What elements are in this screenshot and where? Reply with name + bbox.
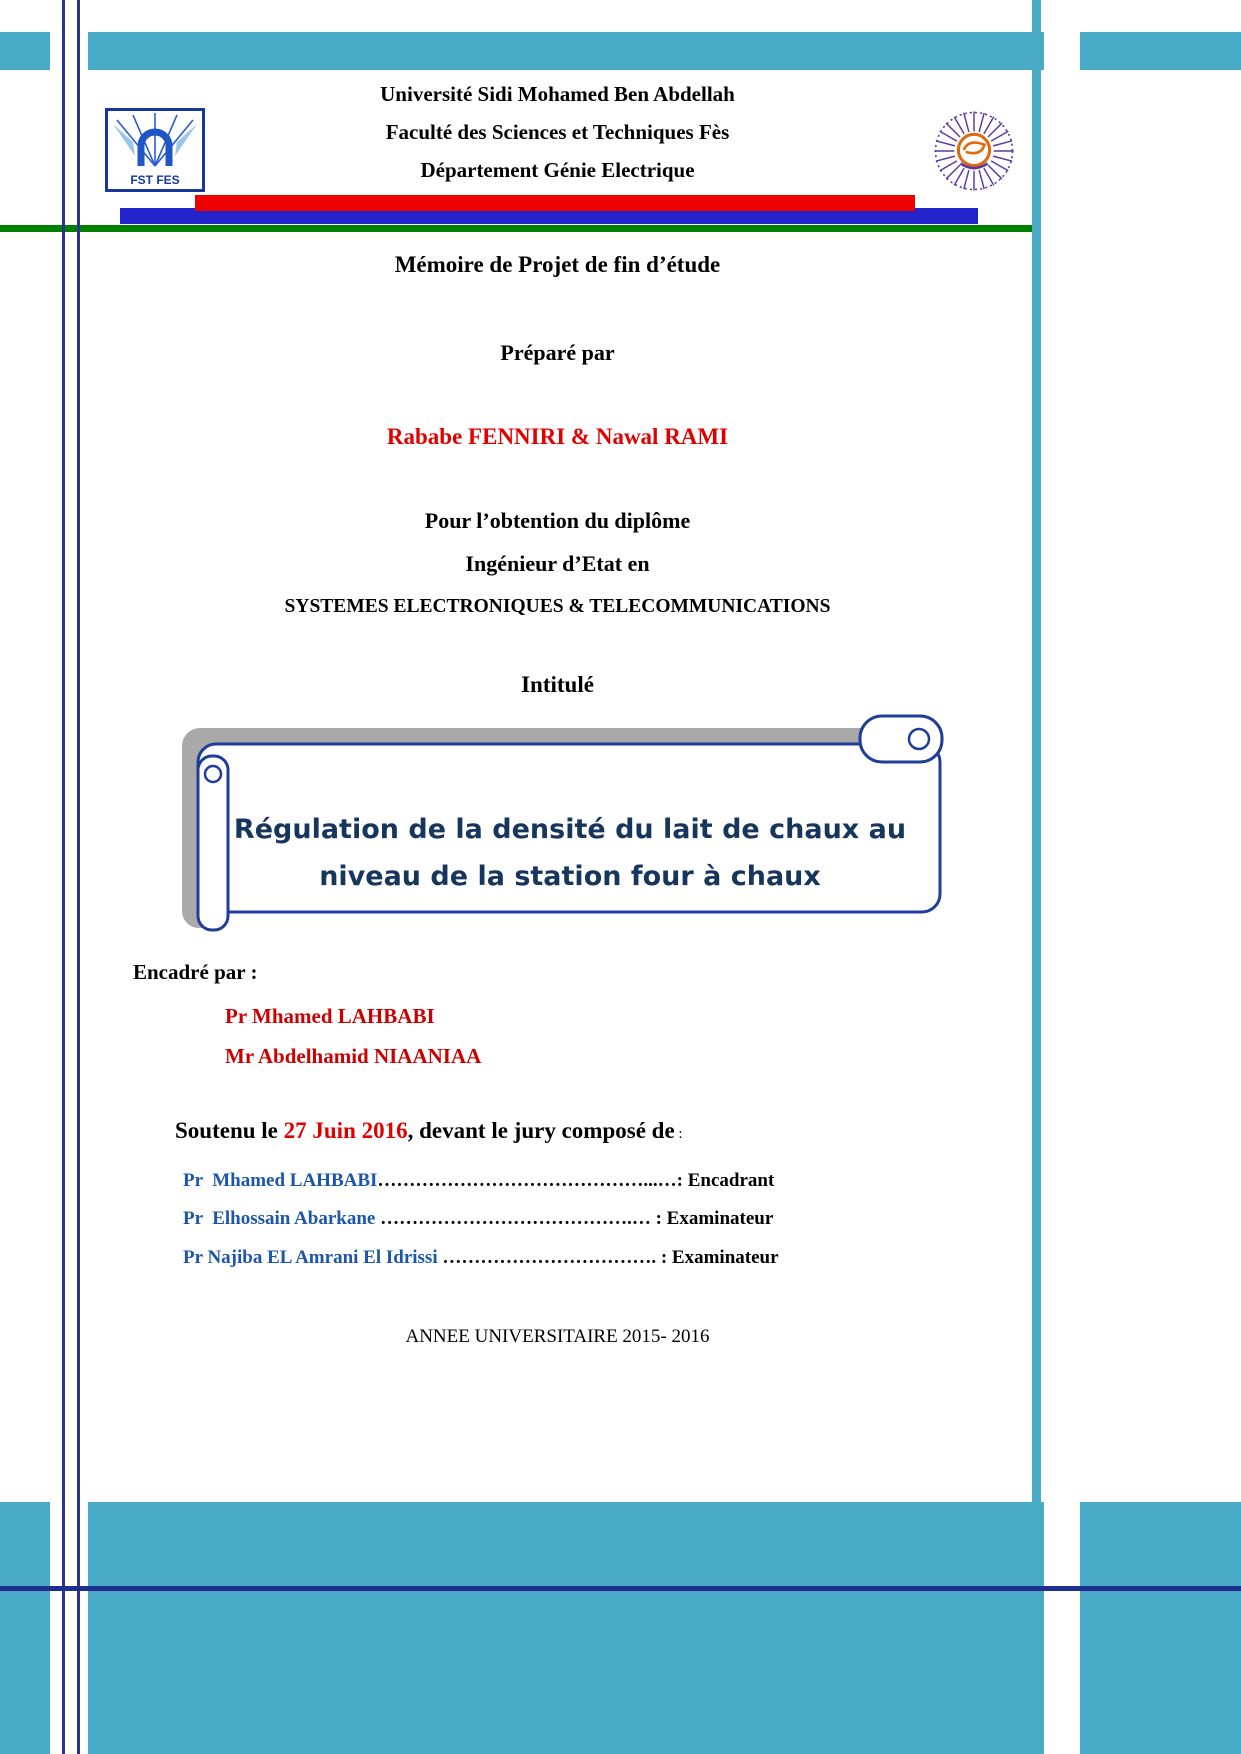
- jury-row: [183, 1208, 773, 1230]
- thesis-title-line1: Régulation de la densité du lait de chaux au: [233, 814, 907, 845]
- red-accent-bar: [195, 195, 915, 211]
- diploma-line: Pour l’obtention du diplôme: [424, 508, 691, 533]
- jury-row: [183, 1170, 774, 1192]
- thesis-title: [200, 806, 940, 900]
- jury-member-name: Pr Mhamed LAHBABI: [183, 1170, 378, 1191]
- faculty-name: Faculté des Sciences et Techniques Fès: [385, 120, 730, 144]
- institution-header: [80, 82, 1035, 196]
- department-name: Département Génie Electrique: [420, 158, 695, 182]
- frame-gap: [1044, 26, 1080, 76]
- jury-dots: ……………………………………...…: [377, 1170, 677, 1191]
- university-name: Université Sidi Mohamed Ben Abdellah: [380, 82, 735, 106]
- intitule-label: Intitulé: [521, 672, 594, 697]
- jury-role: : Examinateur: [660, 1247, 779, 1268]
- frame-gap: [50, 26, 88, 76]
- jury-role: : Encadrant: [676, 1170, 775, 1191]
- university-seal-icon: [922, 104, 1026, 198]
- jury-member-name: Pr Elhossain Abarkane: [183, 1208, 381, 1229]
- left-frame-line-outer: [62, 0, 65, 1754]
- authors-names: Rababe FENNIRI & Nawal RAMI: [386, 424, 729, 449]
- green-divider-line: [0, 225, 1041, 232]
- bottom-divider-line: [0, 1586, 1241, 1591]
- defense-statement: [175, 1118, 683, 1144]
- document-type: Mémoire de Projet de fin d’étude: [394, 252, 721, 277]
- fst-logo: [105, 108, 205, 192]
- supervised-by-label: Encadré par :: [133, 960, 258, 984]
- thesis-title-line2: niveau de la station four à chaux: [319, 861, 821, 892]
- prepared-by-label: Préparé par: [500, 340, 615, 365]
- jury-member-name: Pr Najiba EL Amrani El Idrissi: [183, 1247, 443, 1268]
- defense-date: 27 Juin 2016: [283, 1118, 408, 1143]
- jury-row: [183, 1247, 779, 1269]
- jury-role: : Examinateur: [650, 1208, 774, 1229]
- defense-suffix: , devant le jury composé de: [407, 1118, 675, 1143]
- frame-gap: [1044, 1502, 1080, 1754]
- supervisor-name: Pr Mhamed LAHBABI: [225, 1004, 435, 1028]
- frame-gap: [50, 1502, 88, 1754]
- degree-line: Ingénieur d’Etat en: [465, 551, 650, 576]
- academic-year: ANNEE UNIVERSITAIRE 2015- 2016: [405, 1326, 710, 1347]
- supervisor-name: Mr Abdelhamid NIAANIAA: [225, 1044, 482, 1068]
- jury-dots: ………………………………….…: [380, 1208, 651, 1229]
- defense-colon: :: [674, 1126, 683, 1142]
- program-name: SYSTEMES ELECTRONIQUES & TELECOMMUNICATIONS: [284, 596, 831, 617]
- fst-logo-caption: FST FES: [130, 173, 180, 187]
- defense-prefix: Soutenu le: [175, 1118, 284, 1143]
- jury-dots: …………………………….: [442, 1247, 661, 1268]
